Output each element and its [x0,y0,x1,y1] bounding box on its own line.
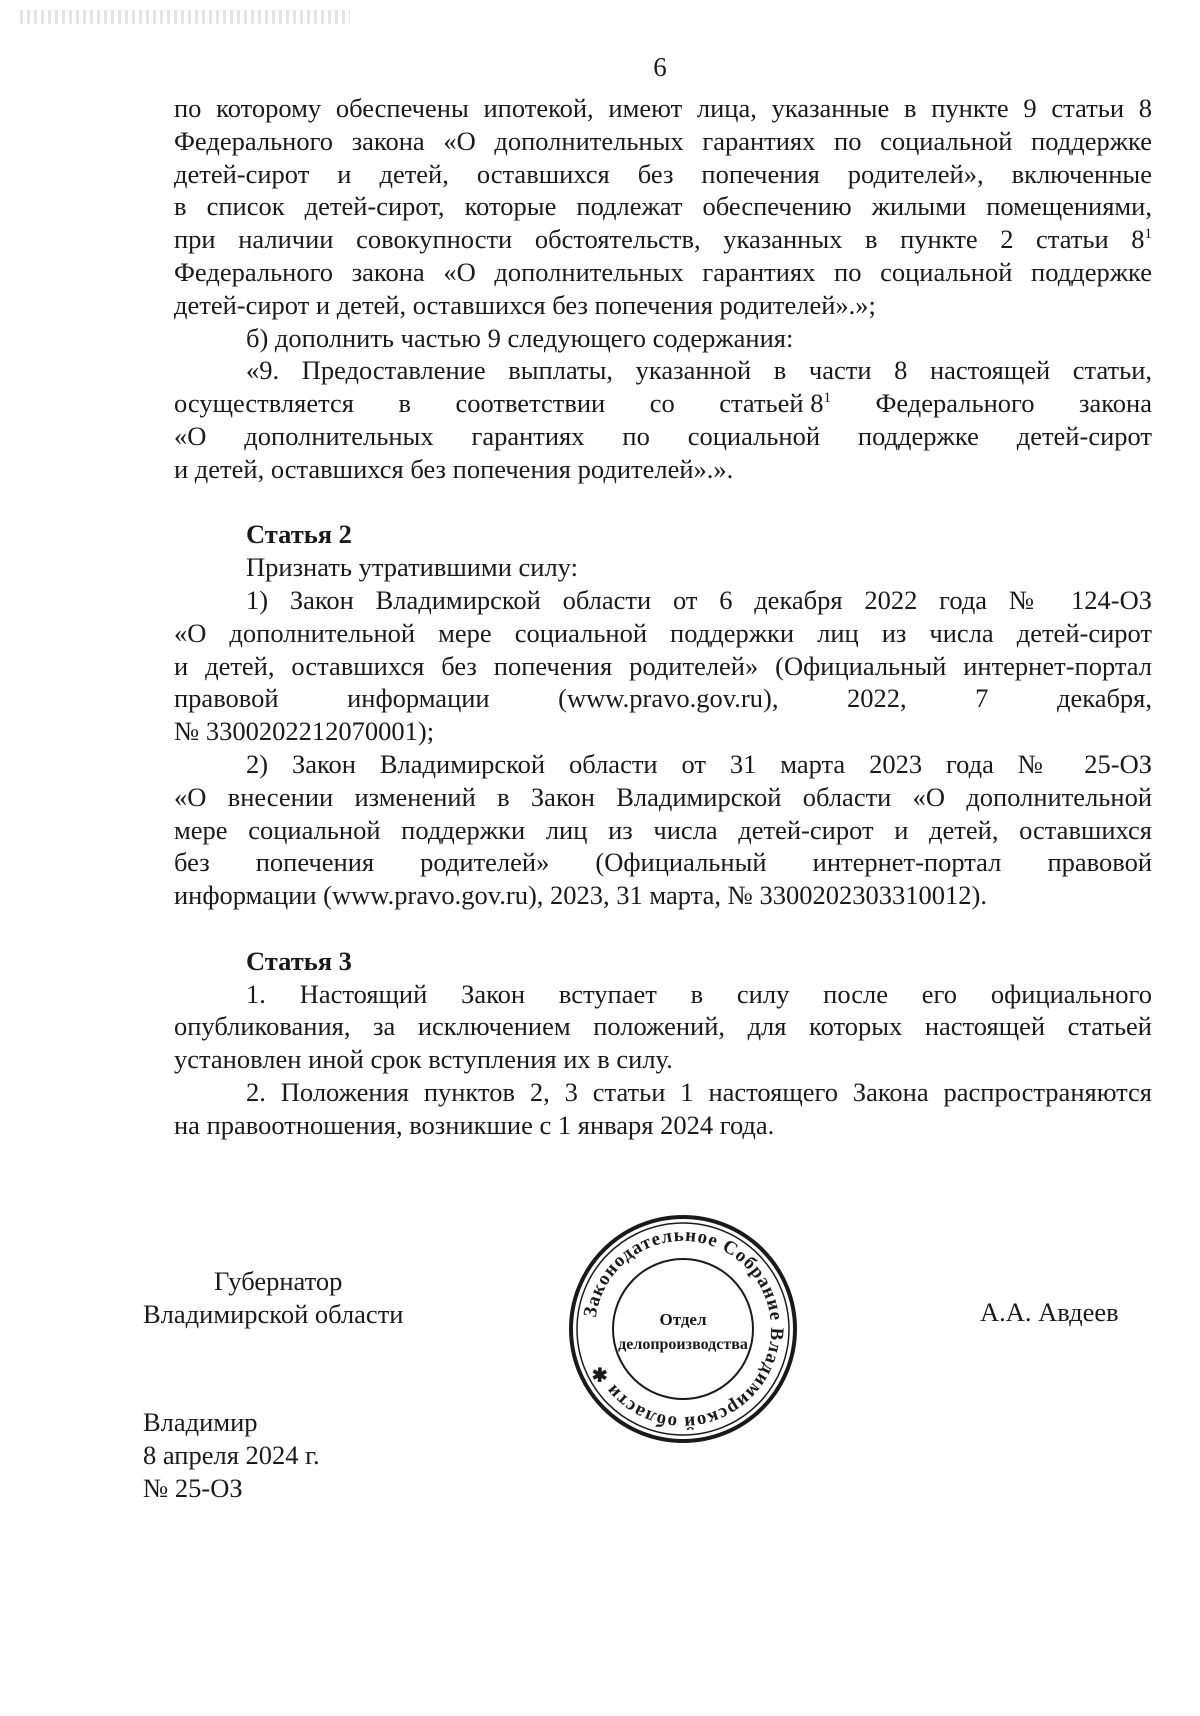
seal-inner-ring [613,1259,753,1399]
word: осуществляется [174,388,354,419]
document-body [174,92,1152,1142]
text-line [174,387,1152,420]
text-line: опубликования, за исключением положений, для которых настоящей статьей [174,1011,1152,1042]
governor-title [143,1265,463,1331]
text-line: «О дополнительной мере социальной поддержки лиц из числа детей-сирот [174,617,1152,648]
seal-ring-text: Законодательное Собрание Владимирской области ✱ [579,1224,788,1434]
text-line: «О внесении изменений в Закон Владимирской области «О дополнительной [174,781,1152,812]
text-line: и детей, оставшихся без попечения родителей».». [174,453,734,484]
article-2-heading: Статья 2 [246,519,352,550]
page-number: 6 [653,52,667,82]
text-line: мере социальной поддержки лиц из числа детей-сирот и детей, оставшихся [174,814,1152,845]
governor-name: А.А. Авдеев [980,1297,1119,1327]
text-line: б) дополнить частью 9 следующего содержания: [246,322,794,353]
text-line: детей-сирот и детей, оставшихся без попечения родителей».»; [174,289,876,320]
text-line [174,223,1152,256]
text-line: на правоотношения, возникшие с 1 января 2024 года. [174,1109,775,1140]
word: статьей $8^1$ [719,388,831,419]
place-date-block [143,1406,320,1505]
text-fragment: при наличии совокупности обстоятельств, указанных в пункте 2 статьи 8 [174,224,1145,255]
law-date: 8 апреля 2024 г. [143,1440,320,1470]
governor-title-line1: Губернатор [214,1266,343,1296]
text-line: 2. Положения пунктов 2, 3 статьи 1 настоящего Закона распространяются [246,1076,1152,1107]
text-line: 1) Закон Владимирской области от 6 декабря 2022 года № 124-ОЗ [246,584,1152,615]
superscript: 1 [1144,226,1152,243]
text-line: «О дополнительных гарантиях по социальной поддержке детей-сирот [174,420,1152,451]
text-line: без попечения родителей» (Официальный интернет-портал правовой [174,847,1152,878]
text-line: и детей, оставшихся без попечения родителей» (Официальный интернет-портал [174,650,1152,681]
official-seal-stamp [567,1213,799,1445]
text-line: в список детей-сирот, которые подлежат обеспечению жилыми помещениями, [174,191,1152,222]
seal-center-line1: Отдел [659,1310,707,1329]
text-line: установлен иной срок вступления их в силу. [174,1044,673,1075]
spacer [174,486,1152,519]
text-fragment [174,387,1152,420]
seal-outer-ring [571,1217,795,1441]
text-line: 2) Закон Владимирской области от 31 марта 2023 года № 25-ОЗ [246,748,1152,779]
seal-center-line2: делопроизводства [618,1336,748,1353]
city: Владимир [143,1407,258,1437]
word: в [398,388,411,419]
superscript: 1 [823,390,831,407]
text-line: Федерального закона «О дополнительных гарантиях по социальной поддержке [174,125,1152,156]
text-line: № 3300202212070001); [174,716,435,747]
word: соответствии [455,388,606,419]
word: со [649,388,675,419]
text-line: Признать утратившими силу: [246,552,578,583]
word: Федерального [875,388,1035,419]
law-number: № 25-ОЗ [143,1473,243,1503]
text-line: по которому обеспечены ипотекой, имеют лица, указанные в пункте 9 статьи 8 [174,93,1152,123]
text-line: информации (www.pravo.gov.ru), 2023, 31 марта, № 3300202303310012). [174,880,987,911]
governor-title-line2: Владимирской области [143,1299,404,1329]
text-line: «9. Предоставление выплаты, указанной в части 8 настоящей статьи, [246,355,1152,386]
spacer [174,912,1152,945]
article-3-heading: Статья 3 [246,945,352,976]
seal-middle-ring [577,1223,789,1435]
text-line: правовой информации (www.pravo.gov.ru), 2022, 7 декабря, [174,683,1152,714]
text-line: 1. Настоящий Закон вступает в силу после его официального [246,978,1152,1009]
text-line: Федерального закона «О дополнительных гарантиях по социальной поддержке [174,256,1152,287]
word: закона [1079,388,1152,419]
scan-noise [20,10,350,24]
text-line: детей-сирот и детей, оставшихся без попечения родителей», включенные [174,158,1152,189]
